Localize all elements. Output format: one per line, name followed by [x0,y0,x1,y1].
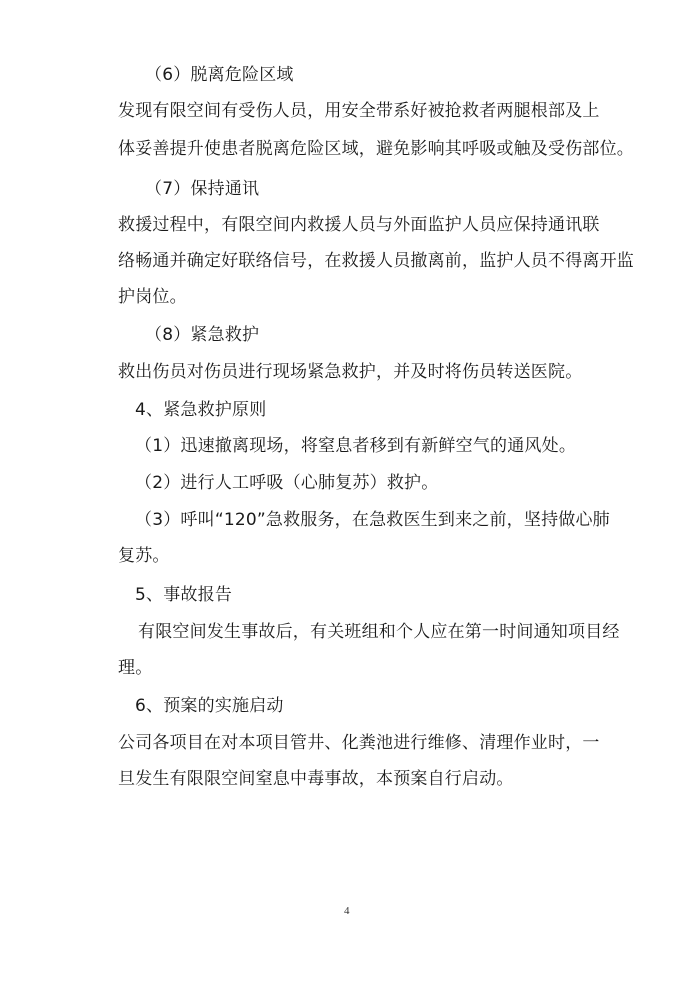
paragraph-line: 旦发生有限限空间窒息中毒事故，本预案自行启动。 [118,769,514,789]
paragraph-line: 体妥善提升使患者脱离危险区域，避免影响其呼吸或触及受伤部位。 [118,139,634,159]
heading-keep-communication: （7）保持通讯 [145,179,260,199]
paragraph-line: 救出伤员对伤员进行现场紧急救护，并及时将伤员转送医院。 [118,362,583,382]
paragraph-line: 有限空间发生事故后，有关班组和个人应在第一时间通知项目经 [138,622,620,642]
list-item: （2）进行人工呼吸（心肺复苏）救护。 [135,473,439,493]
heading-detach-danger-zone: （6）脱离危险区域 [145,65,294,85]
paragraph-line: 发现有限空间有受伤人员，用安全带系好被抢救者两腿根部及上 [118,101,600,121]
heading-emergency-care: （8）紧急救护 [145,325,260,345]
paragraph-line: 护岗位。 [118,287,187,307]
paragraph-line: 理。 [118,658,153,678]
section-heading-first-aid-principles: 4、紧急救护原则 [135,400,267,420]
list-item: （1）迅速撤离现场，将窒息者移到有新鲜空气的通风处。 [135,436,577,456]
list-item: （3）呼叫“120”急救服务，在急救医生到来之前，坚持做心肺 [135,510,610,530]
page-number: 4 [344,905,350,917]
paragraph-line: 公司各项目在对本项目管井、化粪池进行维修、清理作业时，一 [118,733,600,753]
section-heading-plan-activation: 6、预案的实施启动 [135,696,284,716]
paragraph-line: 络畅通并确定好联络信号，在救援人员撤离前，监护人员不得离开监 [118,251,634,271]
paragraph-line: 救援过程中，有限空间内救援人员与外面监护人员应保持通讯联 [118,215,600,235]
list-item-continuation: 复苏。 [118,546,170,566]
section-heading-incident-report: 5、事故报告 [135,585,233,605]
